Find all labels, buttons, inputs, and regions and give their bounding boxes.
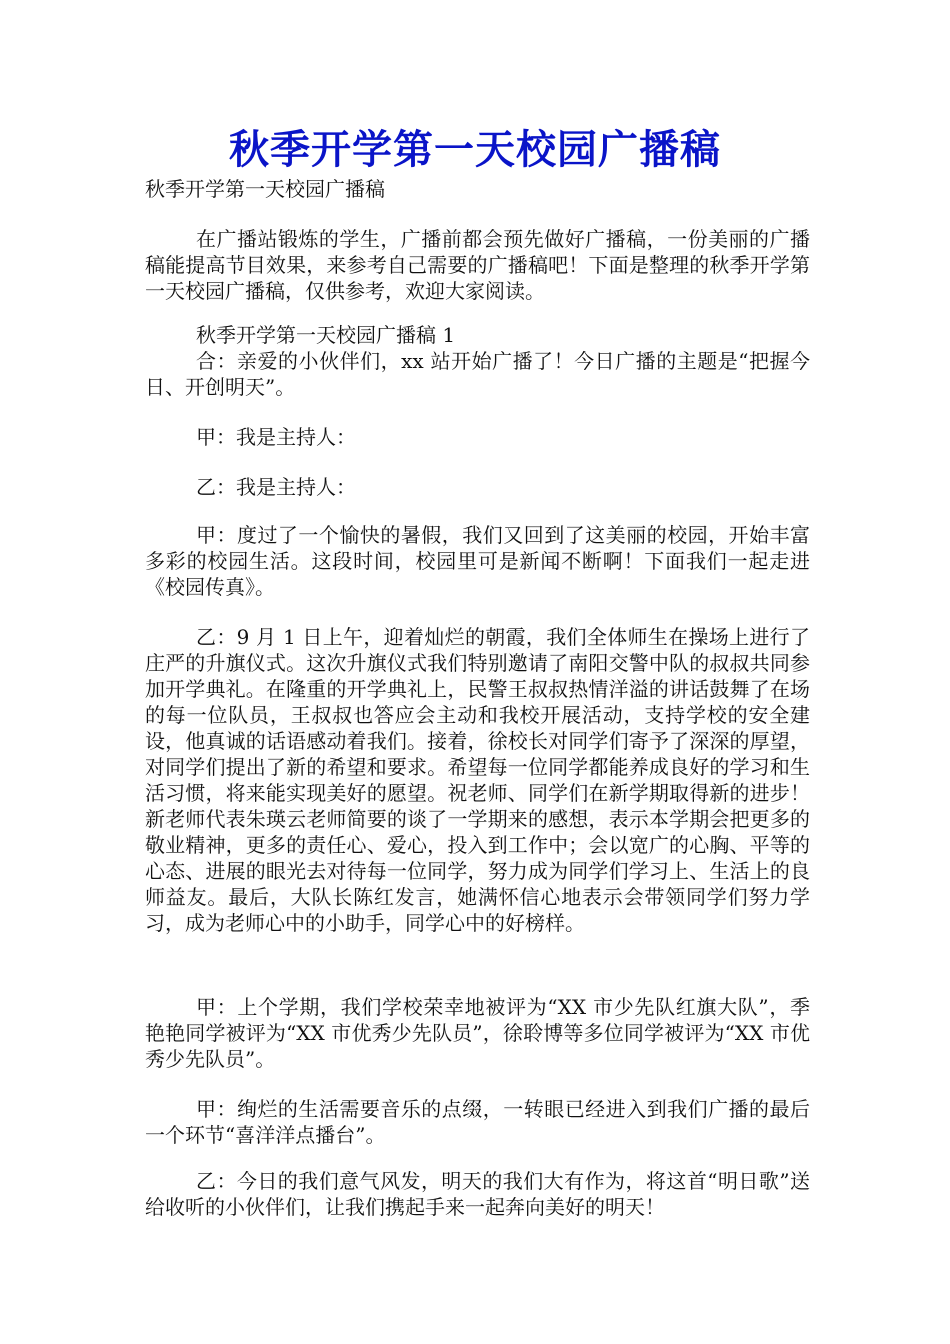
script-paragraph: 乙：今日的我们意气风发，明天的我们大有作为，将这首“明日歌”送给收听的小伙伴们，让我们携起手来一起奔向美好的明天！: [145, 1169, 810, 1219]
script-paragraph: 合：亲爱的小伙伴们，xx 站开始广播了！今日广播的主题是“把握今日、开创明天”。: [145, 349, 810, 399]
script-paragraph: 甲：我是主持人：: [196, 425, 356, 449]
script-paragraph: 甲：度过了一个愉快的暑假，我们又回到了这美丽的校园，开始丰富多彩的校园生活。这段时间，校园里可是新闻不断啊！下面我们一起走进《校园传真》。: [145, 523, 810, 599]
script-paragraph: 甲：上个学期，我们学校荣幸地被评为“XX 市少先队红旗大队”，季艳艳同学被评为“XX 市优秀少先队员”，徐聆博等多位同学被评为“XX 市优秀少先队员”。: [145, 995, 810, 1071]
document-subtitle: 秋季开学第一天校园广播稿: [145, 177, 385, 201]
document-title: 秋季开学第一天校园广播稿: [229, 126, 721, 173]
section-heading: 秋季开学第一天校园广播稿 1: [196, 323, 456, 347]
script-paragraph: 乙：9 月 1 日上午，迎着灿烂的朝霞，我们全体师生在操场上进行了庄严的升旗仪式。这次升旗仪式我们特别邀请了南阳交警中队的叔叔共同参加开学典礼。在隆重的开学典礼上，民警王叔叔热情洋溢的讲话鼓舞了在场的每一位队员，王叔叔也答应会主动和我校开展活动，支持学校的安全建设，他真诚的话语感动着我们。接着，徐校长对同学们寄予了深深的厚望，对同学们提出了新的希望和要求。希望每一位同学都能养成良好的学习和生活习惯，将来能实现美好的愿望。祝老师、同学们在新学期取得新的进步！新老师代表朱瑛云老师简要的谈了一学期来的感想，表示本学期会把更多的敬业精神，更多的责任心、爱心，投入到工作中；会以宽广的心胸、平等的心态、进展的眼光去对待每一位同学，努力成为同学们学习上、生活上的良师益友。最后，大队长陈红发言，她满怀信心地表示会带领同学们努力学习，成为老师心中的小助手，同学心中的好榜样。: [145, 625, 810, 935]
script-paragraph: 乙：我是主持人：: [196, 475, 356, 499]
intro-paragraph: 在广播站锻炼的学生，广播前都会预先做好广播稿，一份美丽的广播稿能提高节目效果，来参考自己需要的广播稿吧！下面是整理的秋季开学第一天校园广播稿，仅供参考，欢迎大家阅读。: [145, 227, 810, 303]
script-paragraph: 甲：绚烂的生活需要音乐的点缀，一转眼已经进入到我们广播的最后一个环节“喜洋洋点播台”。: [145, 1097, 810, 1147]
